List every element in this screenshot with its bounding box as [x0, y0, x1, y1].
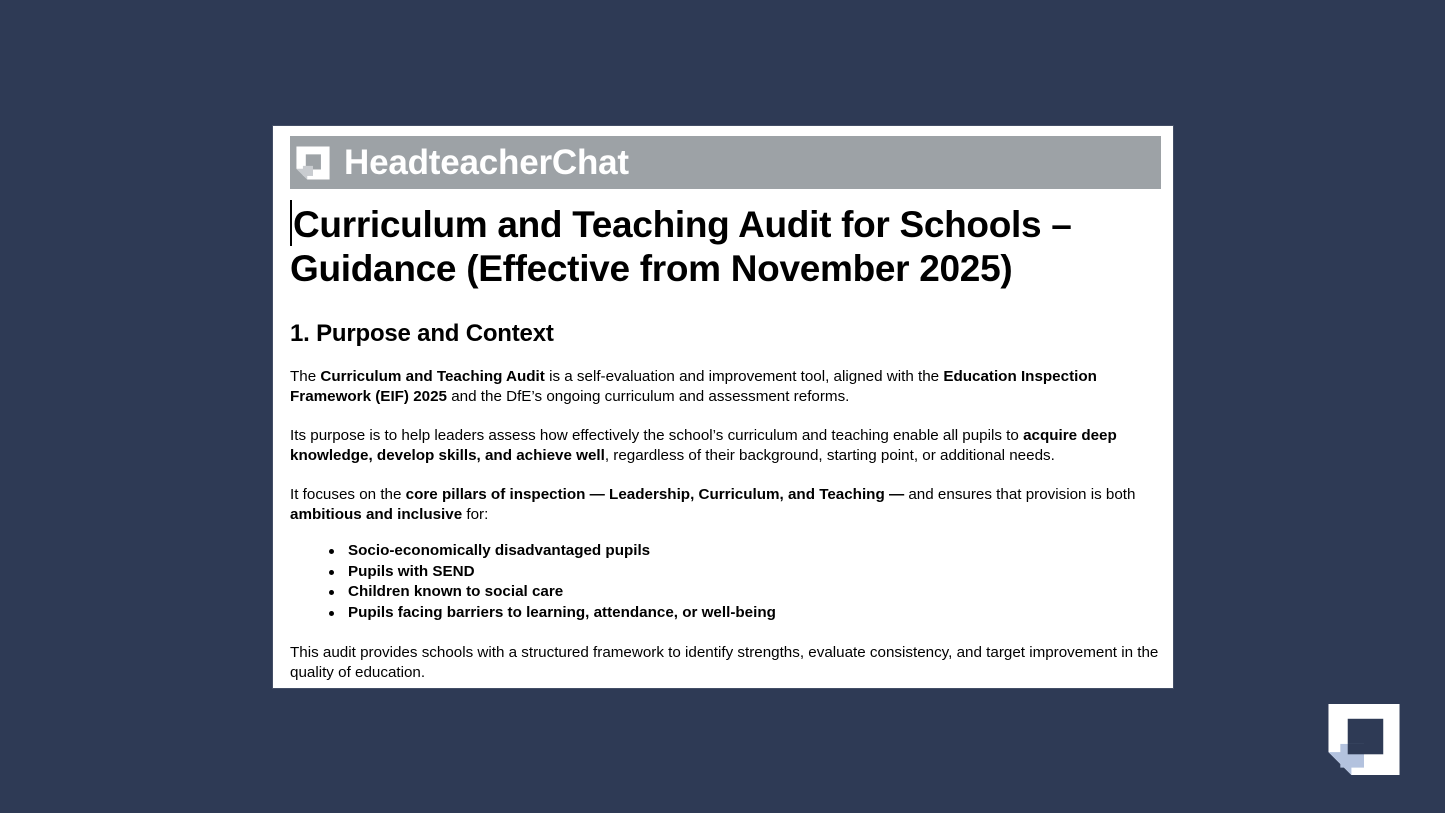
- headteacherchat-watermark-icon: [1327, 702, 1401, 777]
- list-item: Socio-economically disadvantaged pupils: [348, 541, 1161, 562]
- paragraph-1: [290, 367, 1161, 407]
- focus-group-list: [290, 541, 1161, 624]
- emphasised-text: Curriculum and Teaching Audit: [320, 368, 545, 385]
- brand-header-bar: [290, 136, 1161, 189]
- page-title[interactable]: [290, 200, 1161, 291]
- body-text: Its purpose is to help leaders assess how effectively the school’s curriculum and teaching enable all pupils to: [290, 427, 1024, 444]
- page-title-line1: Curriculum and Teaching Audit for Schools – Guidance: [290, 204, 1072, 289]
- paragraph-2: [290, 426, 1161, 466]
- body-text: It focuses on the: [290, 486, 406, 503]
- body-text: The: [290, 368, 321, 385]
- list-item: Pupils facing barriers to learning, attendance, or well-being: [348, 603, 1161, 624]
- headteacherchat-logo-icon: [295, 145, 331, 181]
- list-item: Pupils with SEND: [348, 562, 1161, 583]
- document-slide[interactable]: [273, 126, 1173, 688]
- list-item: Children known to social care: [348, 582, 1161, 603]
- closing-paragraph: [290, 643, 1161, 683]
- body-text: is a self-evaluation and improvement tool, aligned with the: [544, 368, 944, 385]
- emphasised-text: Education Inspection Framework (EIF) 2025: [290, 368, 1097, 405]
- emphasised-text: core pillars of inspection — Leadership, Curriculum, and Teaching —: [405, 486, 905, 503]
- section-heading: 1. Purpose and Context: [290, 320, 554, 347]
- emphasised-text: acquire deep knowledge, develop skills, and achieve well: [290, 427, 1117, 464]
- text-caret: [290, 200, 292, 246]
- body-text: This audit provides schools with a structured framework to identify strengths, evaluate consistency, and target improvement in the quality of education.: [290, 643, 1159, 681]
- body-text: for:: [462, 506, 489, 523]
- body-text: , regardless of their background, starting point, or additional needs.: [604, 447, 1055, 464]
- paragraph-3: [290, 485, 1161, 525]
- emphasised-text: ambitious and inclusive: [290, 506, 463, 523]
- brand-name: HeadteacherChat: [344, 143, 629, 182]
- body-text: and the DfE’s ongoing curriculum and assessment reforms.: [447, 388, 850, 405]
- page-title-line2: (Effective from November 2025): [466, 248, 1013, 289]
- document-body: [290, 200, 1161, 683]
- body-text: and ensures that provision is both: [904, 486, 1136, 503]
